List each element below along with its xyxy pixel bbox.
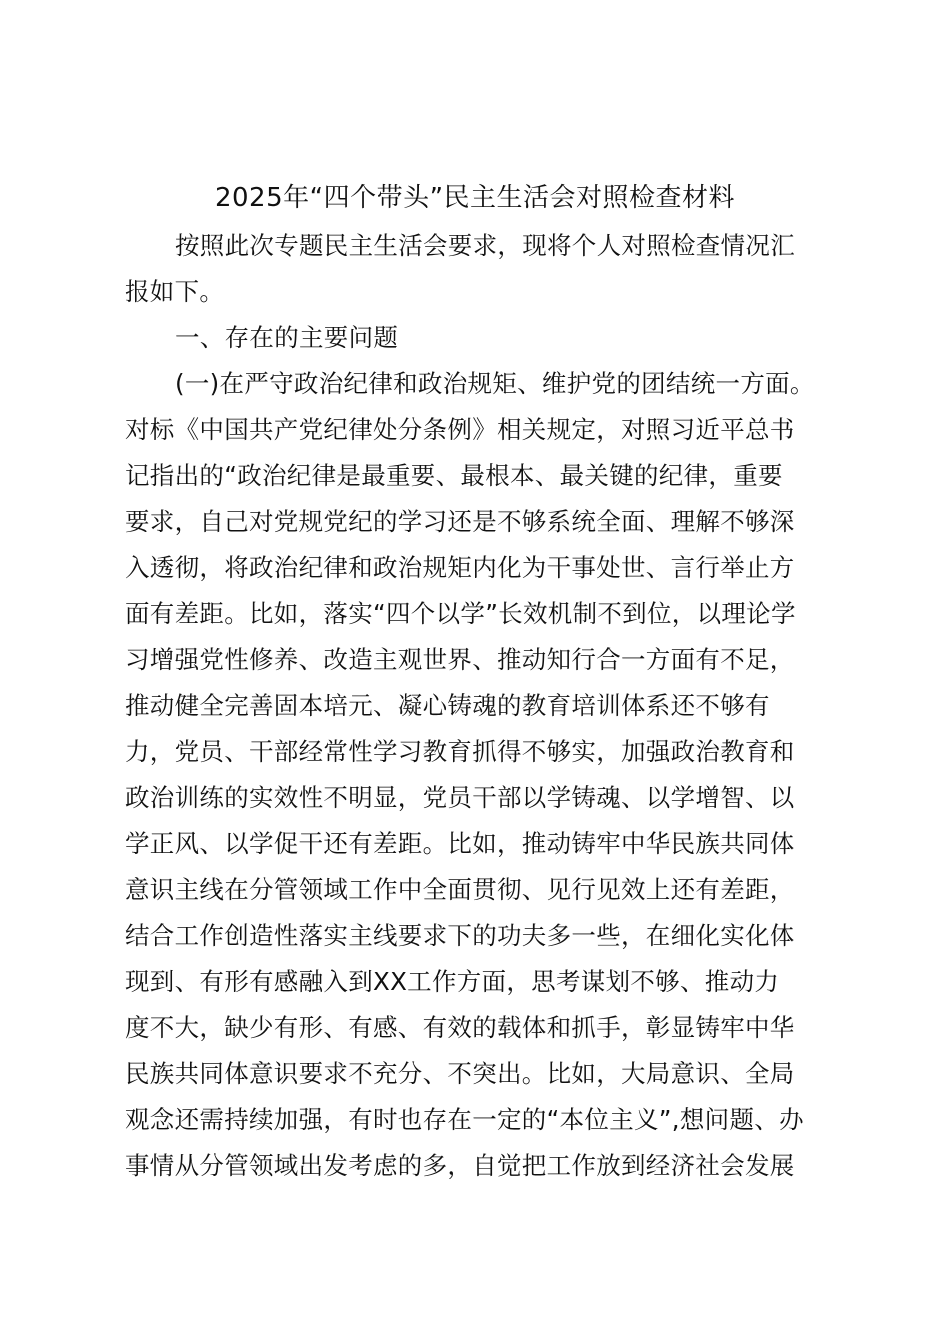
paragraph-line: 要求，自己对党规党纪的学习还是不够系统全面、理解不够深 — [125, 507, 795, 536]
paragraph-line: 度不大，缺少有形、有感、有效的载体和抓手，彰显铸牢中华 — [125, 1013, 795, 1042]
paragraph-line: 现到、有形有感融入到XX工作方面，思考谋划不够、推动力 — [125, 967, 780, 996]
paragraph-line: 民族共同体意识要求不充分、不突出。比如，大局意识、全局 — [125, 1059, 795, 1088]
paragraph-line: 推动健全完善固本培元、凝心铸魂的教育培训体系还不够有 — [125, 691, 770, 720]
paragraph-line: 观念还需持续加强，有时也存在一定的“本位主义”,想问题、办 — [125, 1105, 804, 1134]
paragraph-line: 对标《中国共产党纪律处分条例》相关规定，对照习近平总书 — [125, 415, 795, 444]
subsection-heading: (一)在严守政治纪律和政治规矩、维护党的团结统一方面。 — [175, 369, 815, 398]
section-heading: 一、存在的主要问题 — [175, 323, 399, 352]
paragraph-line: 按照此次专题民主生活会要求，现将个人对照检查情况汇 — [175, 231, 795, 260]
document-title: 2025年“四个带头”民主生活会对照检查材料 — [214, 183, 736, 213]
paragraph-line: 面有差距。比如，落实“四个以学”长效机制不到位，以理论学 — [125, 599, 796, 628]
paragraph-line: 习增强党性修养、改造主观世界、推动知行合一方面有不足， — [125, 645, 795, 674]
paragraph-line: 意识主线在分管领域工作中全面贯彻、见行见效上还有差距， — [125, 875, 795, 904]
paragraph-line: 报如下。 — [125, 277, 225, 306]
paragraph-line: 力，党员、干部经常性学习教育抓得不够实，加强政治教育和 — [125, 737, 795, 766]
paragraph-line: 结合工作创造性落实主线要求下的功夫多一些，在细化实化体 — [125, 921, 795, 950]
paragraph-line: 入透彻，将政治纪律和政治规矩内化为干事处世、言行举止方 — [125, 553, 795, 582]
paragraph-line: 政治训练的实效性不明显，党员干部以学铸魂、以学增智、以 — [125, 783, 795, 812]
paragraph-line: 学正风、以学促干还有差距。比如，推动铸牢中华民族共同体 — [125, 829, 795, 858]
paragraph-line: 记指出的“政治纪律是最重要、最根本、最关键的纪律，重要 — [125, 461, 783, 490]
paragraph-line: 事情从分管领域出发考虑的多，自觉把工作放到经济社会发展 — [125, 1151, 795, 1180]
